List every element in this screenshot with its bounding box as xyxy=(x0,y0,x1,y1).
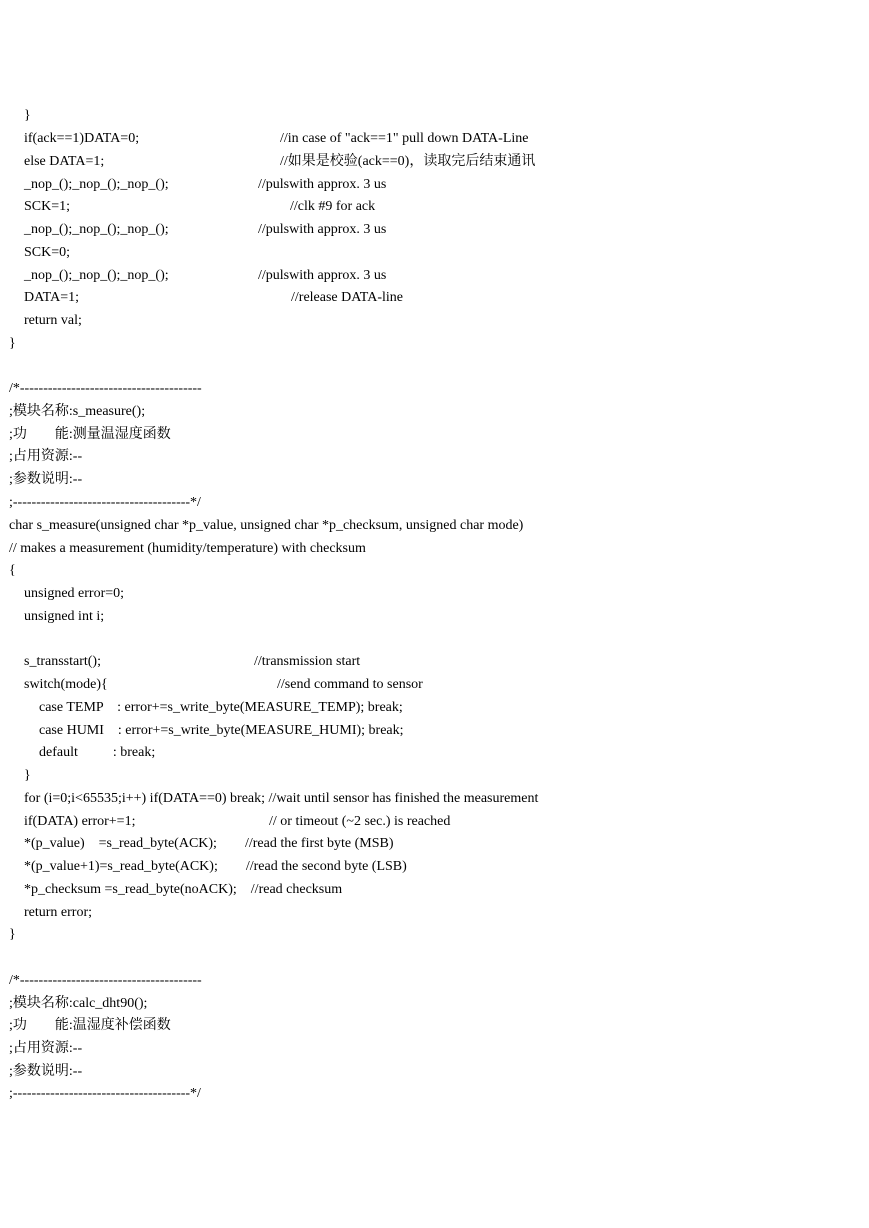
code-line: return error; xyxy=(24,905,93,920)
code-line: SCK=0; xyxy=(24,245,71,260)
code-line: char s_measure(unsigned char *p_value, unsigned char *p_checksum, unsigned char mode) xyxy=(9,518,524,533)
code-line: else DATA=1; xyxy=(24,154,105,169)
comment-header-line: ;占用资源:-- xyxy=(9,449,83,464)
comment-header-line: /*--------------------------------------- xyxy=(9,381,202,396)
comment-header-line: ;参数说明:-- xyxy=(9,472,83,487)
comment-header-line: ;占用资源:-- xyxy=(9,1041,83,1056)
code-line: unsigned error=0; xyxy=(24,586,125,601)
comment-header-line: ;模块名称:calc_dht90(); xyxy=(9,996,148,1011)
code-line: } xyxy=(24,768,31,783)
code-line: case TEMP : error+=s_write_byte(MEASURE_TEMP); break; xyxy=(39,700,403,715)
code-comment: //pulswith approx. 3 us xyxy=(258,222,387,237)
code-comment: // or timeout (~2 sec.) is reached xyxy=(269,814,451,829)
comment-header-line: ;参数说明:-- xyxy=(9,1064,83,1079)
code-line: s_transstart(); xyxy=(24,654,101,669)
code-line: } xyxy=(24,108,31,123)
code-line: for (i=0;i<65535;i++) if(DATA==0) break; //wait until sensor has finished the measurement xyxy=(24,791,539,806)
code-line: switch(mode){ xyxy=(24,677,108,692)
code-comment: //in case of "ack==1" pull down DATA-Line xyxy=(280,131,529,146)
code-line: if(ack==1)DATA=0; xyxy=(24,131,140,146)
code-line: // makes a measurement (humidity/temperature) with checksum xyxy=(9,541,366,556)
code-comment: //send command to sensor xyxy=(277,677,423,692)
comment-header-line: ;--------------------------------------*/ xyxy=(9,495,201,510)
code-comment: //clk #9 for ack xyxy=(290,199,376,214)
code-line: default : break; xyxy=(39,745,156,760)
code-comment: //如果是校验(ack==0)，读取完后结束通讯 xyxy=(280,154,536,169)
code-line: case HUMI : error+=s_write_byte(MEASURE_HUMI); break; xyxy=(39,723,404,738)
comment-header-line: ;功 能:测量温湿度函数 xyxy=(9,427,171,442)
code-line: return val; xyxy=(24,313,82,328)
comment-header-line: ;模块名称:s_measure(); xyxy=(9,404,146,419)
code-line: _nop_();_nop_();_nop_(); xyxy=(24,268,169,283)
code-line: DATA=1; xyxy=(24,290,79,305)
code-line: unsigned int i; xyxy=(24,609,105,624)
code-line: } xyxy=(9,336,16,351)
code-line: *p_checksum =s_read_byte(noACK); //read checksum xyxy=(24,882,343,897)
code-line: _nop_();_nop_();_nop_(); xyxy=(24,222,169,237)
code-line: *(p_value) =s_read_byte(ACK); //read the first byte (MSB) xyxy=(24,836,394,851)
code-comment: //release DATA-line xyxy=(291,290,403,305)
code-line: _nop_();_nop_();_nop_(); xyxy=(24,177,169,192)
code-line: *(p_value+1)=s_read_byte(ACK); //read the second byte (LSB) xyxy=(24,859,407,874)
code-comment: //pulswith approx. 3 us xyxy=(258,268,387,283)
code-line: } xyxy=(9,927,16,942)
comment-header-line: ;功 能:温湿度补偿函数 xyxy=(9,1018,171,1033)
code-comment: //pulswith approx. 3 us xyxy=(258,177,387,192)
code-comment: //transmission start xyxy=(254,654,361,669)
comment-header-line: ;--------------------------------------*/ xyxy=(9,1086,201,1101)
code-line: if(DATA) error+=1; xyxy=(24,814,136,829)
code-line: { xyxy=(9,563,16,578)
code-line: SCK=1; xyxy=(24,199,71,214)
comment-header-line: /*--------------------------------------- xyxy=(9,973,202,988)
